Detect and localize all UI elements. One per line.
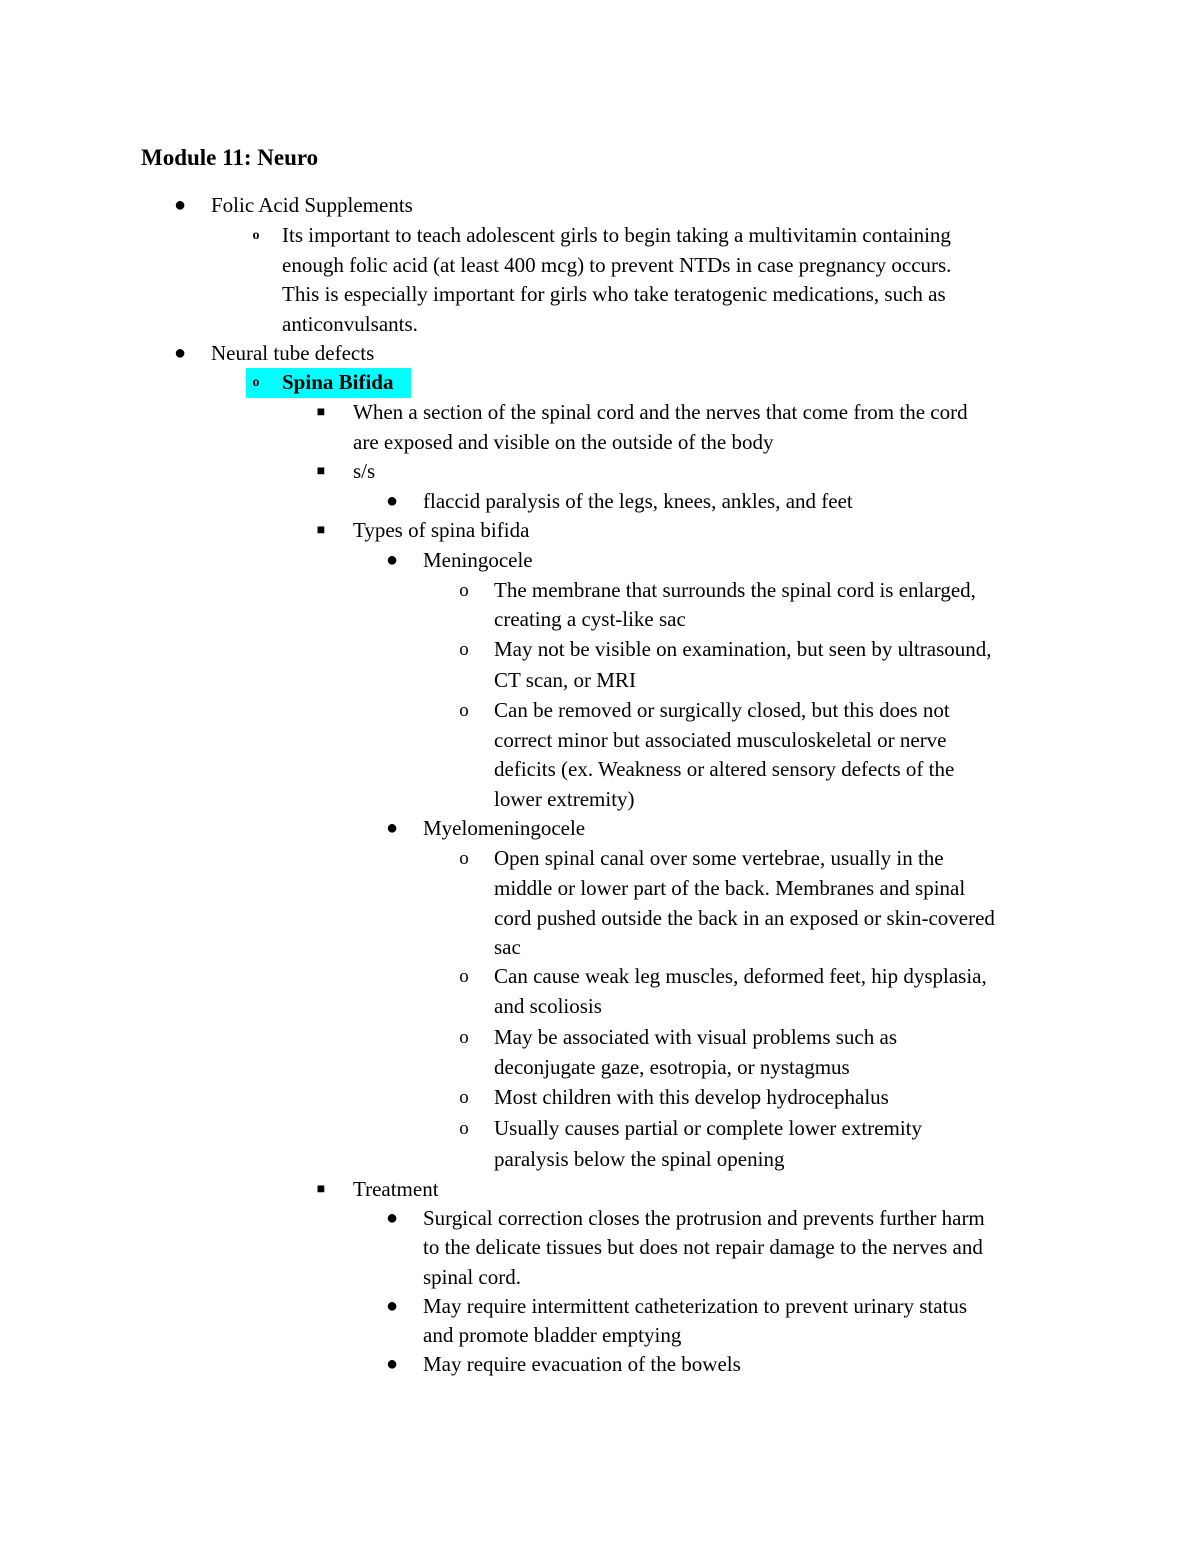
meningocele-point-line: The membrane that surrounds the spinal cord is enlarged, bbox=[494, 578, 976, 602]
bullet-dot-icon: ● bbox=[385, 549, 399, 571]
folic-acid-text-line: This is especially important for girls who take teratogenic medications, such as bbox=[282, 282, 946, 306]
myelomeningocele-point-line: middle or lower part of the back. Membranes and spinal bbox=[494, 876, 966, 900]
myelomeningocele-heading: Myelomeningocele bbox=[423, 816, 586, 840]
types-heading: Types of spina bifida bbox=[353, 518, 530, 542]
treatment-point-line: Surgical correction closes the protrusion and prevents further harm bbox=[423, 1206, 985, 1230]
meningocele-point-line: Can be removed or surgically closed, but this does not bbox=[494, 698, 950, 722]
treatment-point-line: and promote bladder emptying bbox=[423, 1323, 682, 1347]
bullet-square-icon: ■ bbox=[316, 405, 326, 420]
bullet-o-icon: o bbox=[459, 580, 469, 601]
folic-acid-text-line: Its important to teach adolescent girls to begin taking a multivitamin containing bbox=[282, 223, 951, 247]
treatment-heading: Treatment bbox=[353, 1177, 439, 1201]
bullet-square-icon: ■ bbox=[316, 464, 326, 479]
treatment-point-line: to the delicate tissues but does not repair damage to the nerves and bbox=[423, 1235, 983, 1259]
neural-tube-defects-heading: Neural tube defects bbox=[211, 341, 375, 365]
myelomeningocele-point-line: and scoliosis bbox=[494, 994, 602, 1018]
folic-acid-text-line: enough folic acid (at least 400 mcg) to prevent NTDs in case pregnancy occurs. bbox=[282, 253, 952, 277]
folic-acid-text-line: anticonvulsants. bbox=[282, 312, 418, 336]
bullet-dot-icon: ● bbox=[385, 1295, 399, 1317]
bullet-dot-icon: ● bbox=[385, 817, 399, 839]
treatment-point-line: May require evacuation of the bowels bbox=[423, 1352, 741, 1376]
bullet-o-icon: o bbox=[459, 1087, 469, 1108]
myelomeningocele-point-line: Usually causes partial or complete lower extremity bbox=[494, 1116, 923, 1140]
meningocele-point-line: May not be visible on examination, but seen by ultrasound, bbox=[494, 637, 992, 661]
meningocele-point-line: lower extremity) bbox=[494, 787, 635, 811]
myelomeningocele-point-line: Can cause weak leg muscles, deformed feet, hip dysplasia, bbox=[494, 964, 987, 988]
bullet-dot-icon: ● bbox=[385, 490, 399, 512]
folic-acid-heading: Folic Acid Supplements bbox=[211, 193, 413, 217]
bullet-dot-icon: ● bbox=[173, 194, 187, 216]
myelomeningocele-point-line: paralysis below the spinal opening bbox=[494, 1147, 785, 1171]
spina-bifida-heading: Spina Bifida bbox=[282, 370, 394, 394]
definition-line: When a section of the spinal cord and the nerves that come from the cord bbox=[353, 400, 968, 424]
bullet-o-icon: o bbox=[459, 700, 469, 721]
bullet-square-icon: ■ bbox=[316, 1182, 326, 1197]
myelomeningocele-point-line: sac bbox=[494, 935, 521, 959]
bullet-dot-icon: ● bbox=[385, 1207, 399, 1229]
definition-line: are exposed and visible on the outside of the body bbox=[353, 430, 774, 454]
signs-symptoms-heading: s/s bbox=[353, 459, 376, 483]
myelomeningocele-point-line: May be associated with visual problems such as bbox=[494, 1025, 897, 1049]
meningocele-point-line: correct minor but associated musculoskeletal or nerve bbox=[494, 728, 947, 752]
meningocele-point-line: deficits (ex. Weakness or altered sensory defects of the bbox=[494, 757, 955, 781]
bullet-o-icon: o bbox=[459, 1027, 469, 1048]
bullet-circle-icon: o bbox=[252, 228, 260, 243]
myelomeningocele-point-line: deconjugate gaze, esotropia, or nystagmus bbox=[494, 1055, 850, 1079]
meningocele-point-line: CT scan, or MRI bbox=[494, 668, 636, 692]
bullet-circle-icon: o bbox=[252, 375, 260, 390]
myelomeningocele-point-line: Most children with this develop hydrocephalus bbox=[494, 1085, 889, 1109]
bullet-dot-icon: ● bbox=[173, 342, 187, 364]
meningocele-point-line: creating a cyst-like sac bbox=[494, 607, 686, 631]
bullet-dot-icon: ● bbox=[385, 1353, 399, 1375]
treatment-point-line: spinal cord. bbox=[423, 1265, 521, 1289]
bullet-square-icon: ■ bbox=[316, 523, 326, 538]
bullet-o-icon: o bbox=[459, 1118, 469, 1139]
myelomeningocele-point-line: Open spinal canal over some vertebrae, usually in the bbox=[494, 846, 944, 870]
treatment-point-line: May require intermittent catheterization to prevent urinary status bbox=[423, 1294, 968, 1318]
myelomeningocele-point-line: cord pushed outside the back in an exposed or skin-covered bbox=[494, 906, 995, 930]
meningocele-heading: Meningocele bbox=[423, 548, 533, 572]
bullet-o-icon: o bbox=[459, 966, 469, 987]
page-title: Module 11: Neuro bbox=[141, 145, 319, 170]
bullet-o-icon: o bbox=[459, 848, 469, 869]
bullet-o-icon: o bbox=[459, 639, 469, 660]
list-item: flaccid paralysis of the legs, knees, ankles, and feet bbox=[423, 489, 853, 513]
